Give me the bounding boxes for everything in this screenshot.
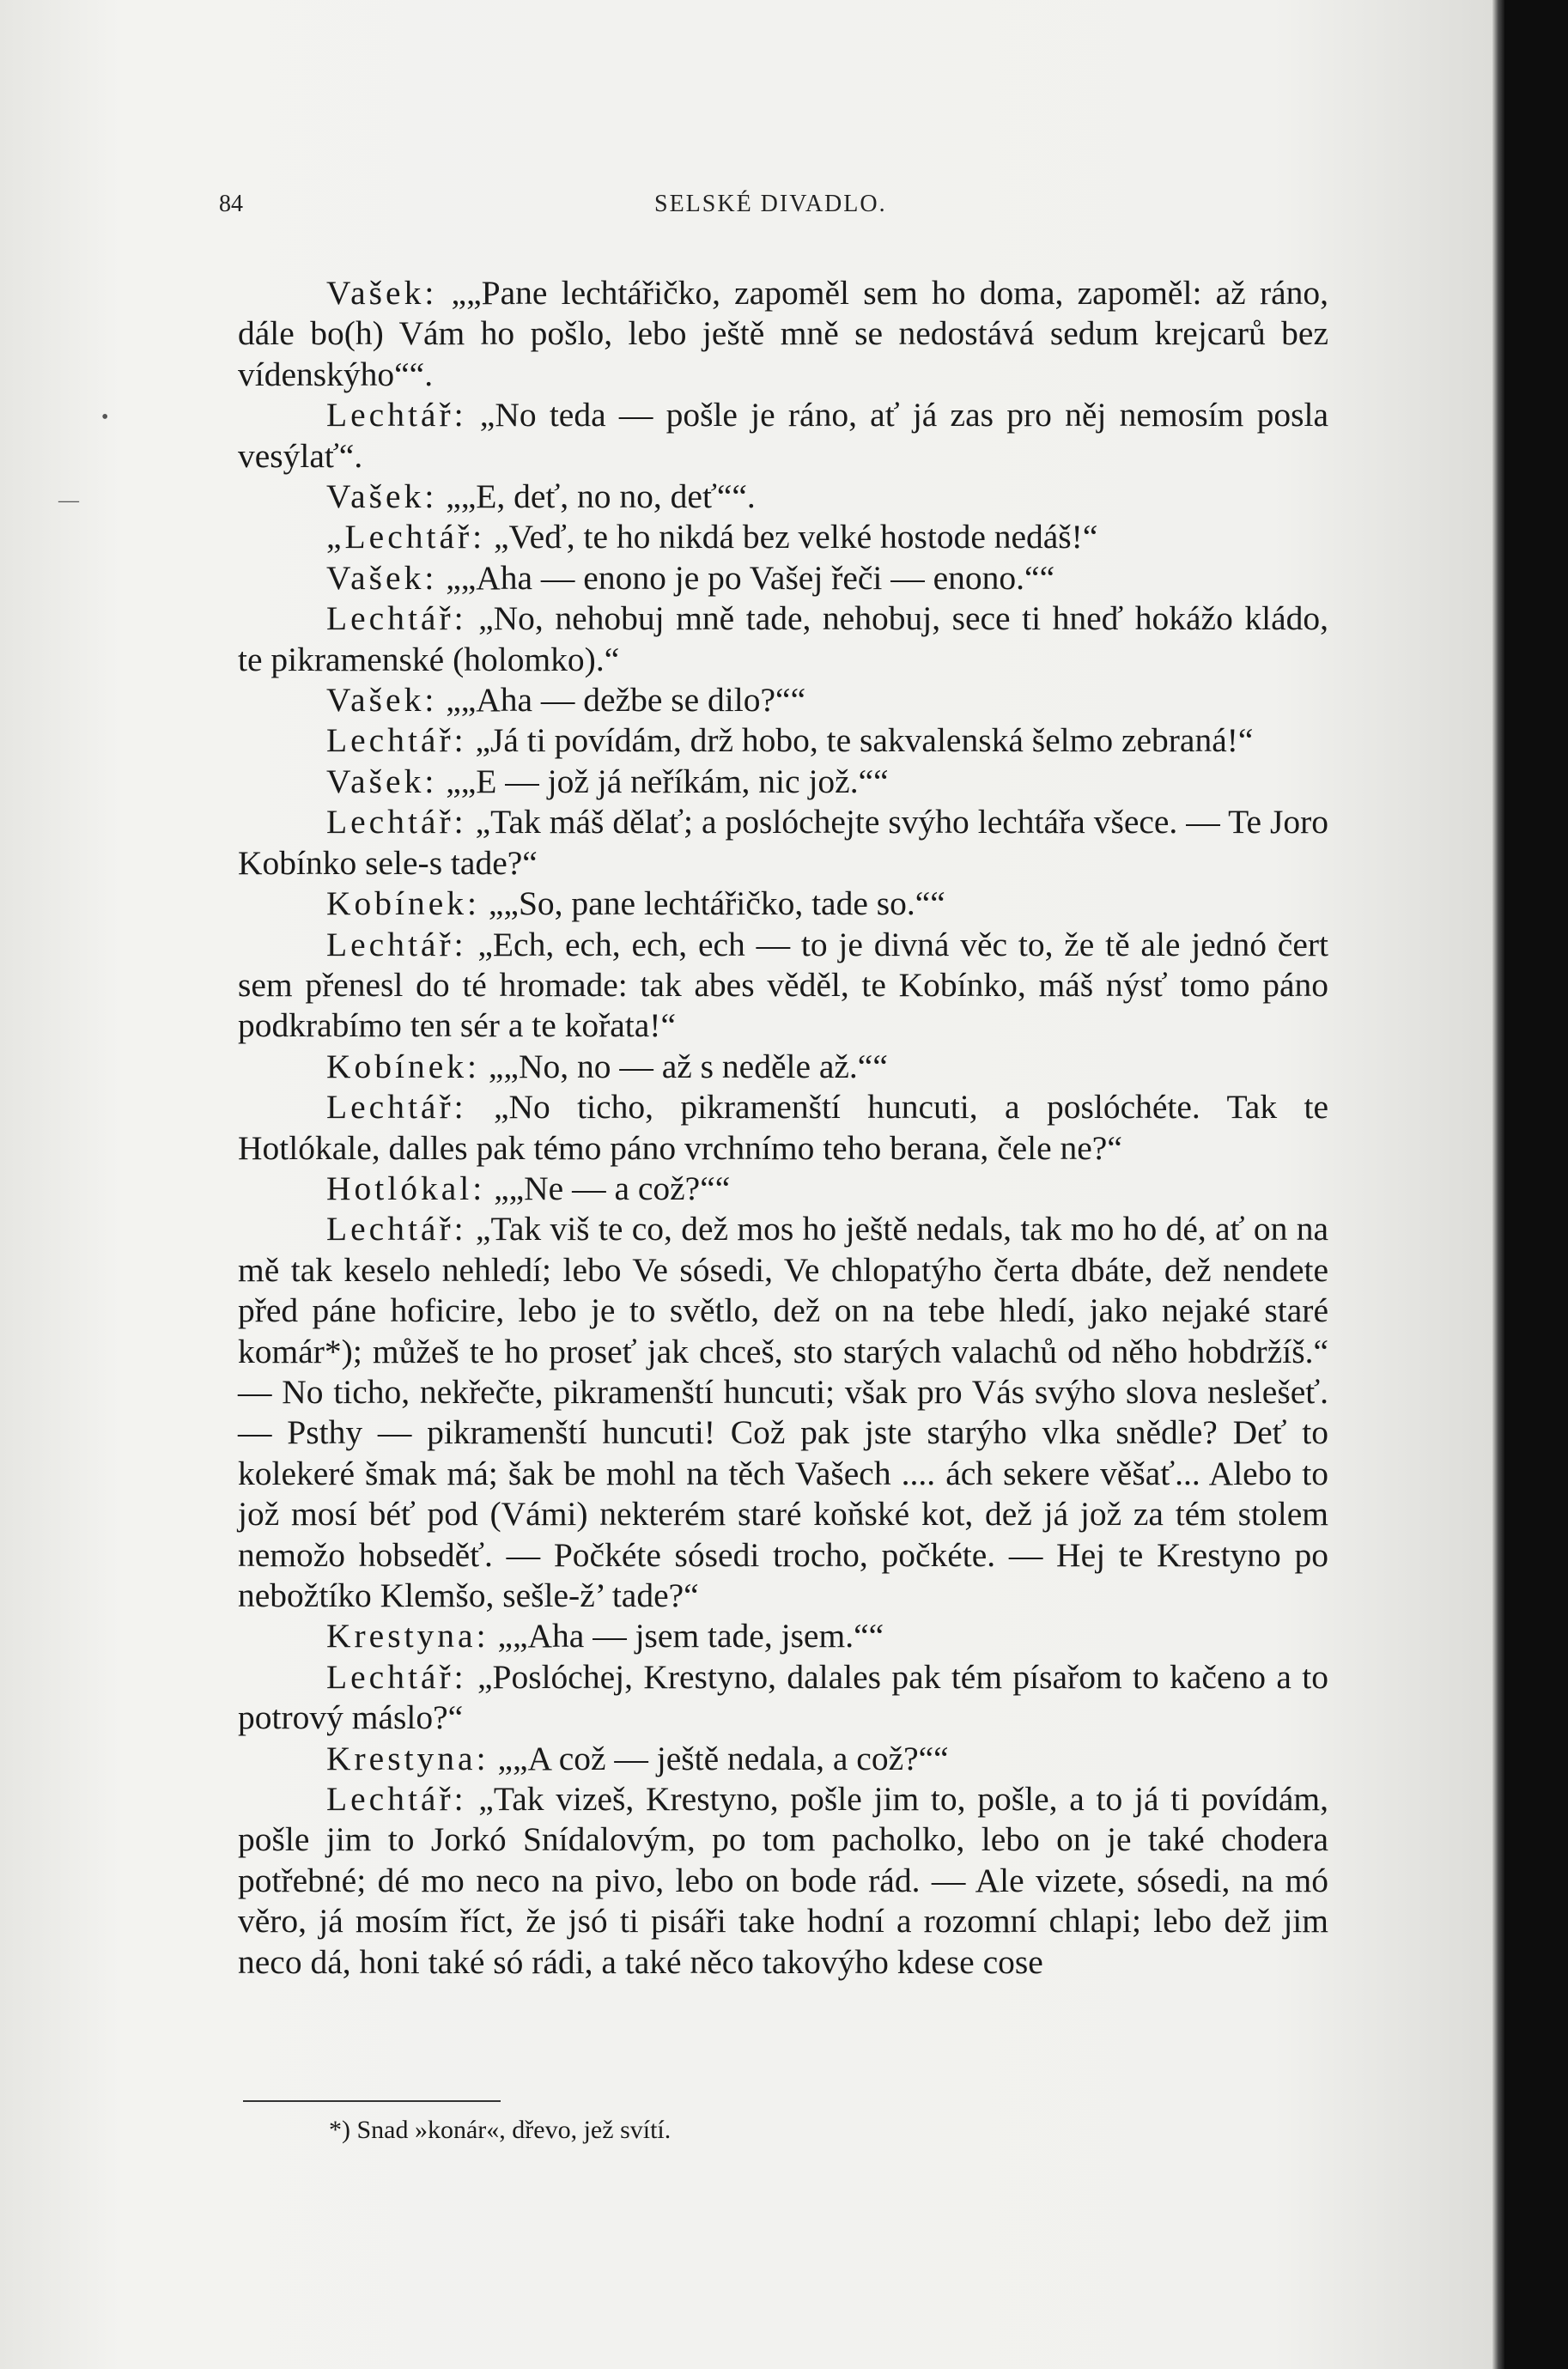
speaker-name: Kobínek: — [326, 884, 481, 923]
paragraph — [238, 1779, 1328, 1983]
paragraph — [238, 1047, 1328, 1087]
paragraph — [238, 925, 1328, 1047]
line-text: „„Ne — a což?““ — [485, 1169, 731, 1207]
line-text: „Tak máš dělať; a poslóchejte svýho lechtářa všece. — Te Joro Kobínko sele-s tade?“ — [238, 803, 1328, 882]
speaker-name: Kobínek: — [326, 1047, 481, 1085]
page-header — [0, 191, 1498, 234]
speaker-name: Lechtář: — [326, 803, 467, 841]
running-title: SELSKÉ DIVADLO. — [654, 191, 887, 217]
paragraph — [238, 720, 1328, 761]
paragraph — [238, 762, 1328, 802]
page-edge-shadow — [1492, 0, 1504, 2369]
line-text: „No, nehobuj mně tade, nehobuj, sece ti hneď hokážo kládo, te pikramenské (holomko).“ — [238, 599, 1328, 678]
speaker-name: Vašek: — [326, 558, 438, 597]
speaker-name: Hotlókal: — [326, 1169, 486, 1207]
line-text: „„E — jož já neříkám, nic jož.““ — [437, 762, 889, 800]
speaker-name: Vašek: — [326, 681, 438, 720]
margin-speck: • — [101, 406, 109, 428]
paragraph — [238, 395, 1328, 477]
speaker-name: Vašek: — [326, 477, 438, 516]
line-text: „Tak viš te co, dež mos ho ještě nedals, tak mo ho dé, ať on na mě tak keselo nehledí; lebo Ve sósedi, Ve chlopatýho čerta dbáte, dež nendete před páne hoficire, lebo je to světlo, dež on na tebe hledí, jako nejaké staré komár*); můžeš te ho prosеť jak chceš, sto starých valachů od něho hobdržíš.“ — No ticho, nekřečte, pikramenští huncuti; však pro Vás svýho slova neslešeť. — Psthy — pikramenští huncuti! Což pak jste starýho vlka snědle? Deť to kolekeré šmak má; šak be mohl na těch Vašech .... ách sekere věšať... Alebo to jož mosí béť pod (Vámi) nekterém staré koňské kot, dež já jož za tém stolem nemožo hobseděť. — Počkéte sósedi trocho, počkéte. — Hej te Krestyno po nebožtíko Klemšo, sešle-ž’ tade?“ — [238, 1210, 1328, 1614]
line-text: „Já ti povídám, drž hobo, te sakvalenská šelmo zebraná!“ — [466, 721, 1254, 760]
paragraph — [238, 273, 1328, 395]
speaker-name: Lechtář: — [326, 1657, 467, 1696]
line-text: „Tak vizeš, Krestyno, pošle jim to, pošle, a to já ti povídám, pošle jim to Jorkó Snídalovým, po tom pacholko, lebo on je také chodera potřebné; dé mo neco na pivo, lebo on bode rád. — Ale vizete, sósedi, na mó věro, já mosím říct, že jsó ti pisáři take hodní a rozomní chlapi; lebo dež jim neco dá, honi také só rádi, a také něco takovýho kdese cose — [238, 1780, 1328, 1981]
paragraph — [238, 1209, 1328, 1616]
dialogue-text — [238, 273, 1328, 1983]
line-text: „„Pane lechtářičko, zapoměl sem ho doma, zapoměl: až ráno, dále bo(h) Vám ho pošlo, lebo ještě mně se nedostává sedum krejcarů bez vídenskýho““. — [238, 274, 1328, 393]
paragraph — [238, 1657, 1328, 1739]
speaker-name: Lechtář: — [326, 1210, 467, 1248]
paragraph — [238, 802, 1328, 884]
paragraph — [238, 558, 1328, 598]
line-text: „„Aha — jsem tade, jsem.““ — [489, 1617, 884, 1655]
line-text: „„Aha — enono je po Vašej řeči — enono.““ — [437, 558, 1055, 597]
line-text: „„No, no — až s neděle až.““ — [480, 1047, 888, 1085]
speaker-name: Krestyna: — [326, 1739, 489, 1777]
speaker-name: „Lechtář: — [326, 518, 486, 556]
page-number: 84 — [219, 191, 243, 217]
paragraph — [238, 680, 1328, 720]
line-text: „„So, pane lechtářičko, tade so.““ — [480, 884, 945, 923]
paragraph — [238, 1087, 1328, 1169]
paragraph — [238, 477, 1328, 517]
paragraph — [238, 598, 1328, 680]
speaker-name: Vašek: — [326, 762, 438, 800]
speaker-name: Lechtář: — [326, 1088, 467, 1127]
line-text: „Poslóchej, Krestyno, dalales pak tém písařom to kačeno a to potrový máslo?“ — [238, 1657, 1328, 1737]
line-text: „Veď, te ho nikdá bez velké hostode nedáš!“ — [485, 518, 1098, 556]
speaker-name: Lechtář: — [326, 1780, 467, 1819]
line-text: „„E, deť, no no, deť““. — [437, 477, 756, 516]
paragraph — [238, 1169, 1328, 1209]
speaker-name: Krestyna: — [326, 1617, 489, 1655]
speaker-name: Vašek: — [326, 274, 438, 312]
speaker-name: Lechtář: — [326, 599, 467, 638]
line-text: „No ticho, pikramenští huncuti, a poslóchéte. Tak te Hotlókale, dalles pak témo páno vrchnímo teho berana, čele ne?“ — [238, 1088, 1328, 1167]
paragraph — [238, 1616, 1328, 1656]
line-text: „No teda — pošle je ráno, ať já zas pro něj nemosím posla vesýlať“. — [238, 396, 1328, 475]
line-text: „„A což — ještě nedala, a což?““ — [489, 1739, 949, 1777]
speaker-name: Lechtář: — [326, 396, 467, 434]
margin-dash: — — [58, 489, 79, 512]
footnote: *) Snad »konár«, dřevo, jež svítí. — [329, 2116, 672, 2144]
footnote-rule — [243, 2100, 501, 2102]
paragraph — [238, 517, 1328, 557]
line-text: „„Aha — dežbe se dilo?““ — [437, 681, 806, 720]
line-text: „Ech, ech, ech, ech — to je divná věc to, že tě ale jednó čert sem přenesl do té hromade: tak abes věděl, te Kobínko, máš nýsť tomo páno podkrabímo ten sér a te kořata!“ — [238, 925, 1328, 1045]
paragraph — [238, 884, 1328, 924]
paragraph — [238, 1739, 1328, 1779]
speaker-name: Lechtář: — [326, 925, 467, 963]
speaker-name: Lechtář: — [326, 721, 467, 760]
